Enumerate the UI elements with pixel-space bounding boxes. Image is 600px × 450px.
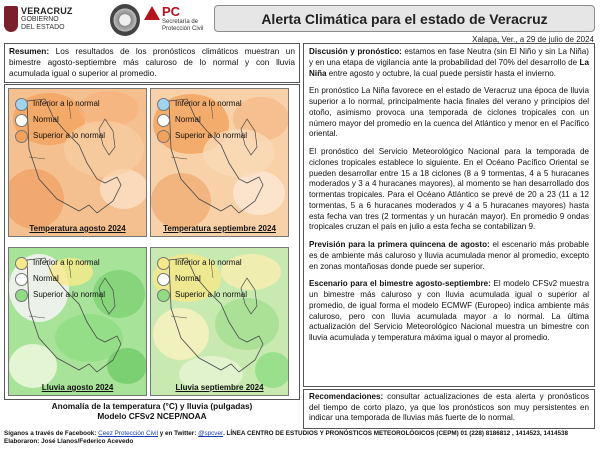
legend-label: Normal [175, 115, 201, 124]
legend-label: Superior a lo normal [175, 290, 248, 299]
legend-swatch [15, 114, 28, 127]
legend-label: Inferior a lo normal [33, 258, 100, 267]
recommendations-label: Recomendaciones: [309, 392, 384, 401]
legend-label: Normal [175, 274, 201, 283]
discussion-text-a: estamos en fase Neutra (sin El Niño y sin La Niña) y en una etapa de vigilancia ante la probabilidad del 70% del desarrollo de [309, 47, 589, 67]
maps-caption [4, 401, 300, 422]
recommendations-text: consultar actualizaciones de esta alerta y pronósticos del tiempo de corto plazo, ya que los pronósticos son muy persistentes en indicar una temporada de lluvias más fuerte de lo normal. [309, 392, 589, 423]
la-nina-text: La Niña [309, 57, 589, 78]
map-graphic [9, 89, 147, 237]
pc-line2: Protección Civil [162, 26, 204, 32]
veracruz-government-logo [4, 4, 73, 38]
map-lluvia-septiembre [150, 247, 289, 396]
legend-label: Inferior a lo normal [175, 258, 242, 267]
cyclones-paragraph: El pronóstico del Servicio Meteorológico Nacional para la temporada de ciclones tropicales establece lo siguiente. En el Océano Pacífico Oriental se pueden desarrollar entre 15 a 18 ciclones (8 a 9 tormentas, 4 a 5 huracanes moderados y 3 a 4 huracanes mayores), al momento se han desarrollado dos tormentas tropicales. Para el Océano Atlántico se prevé de 20 a 23 (11 a 12 tormentas, 5 a 6 huracanes moderados y 4 a 5 huracanes mayores) hasta esta fecha van tres (2 tormentas y un huracán mayor). En promedio 9 ondas tropicales cruzan el país en julio a esta fecha se contabilizan 9. [309, 147, 589, 232]
legend-swatch [157, 114, 170, 127]
quincena-label: Previsión para la primera quincena de agosto: [309, 240, 490, 249]
logo-state-sub1: GOBIERNO [21, 16, 59, 23]
pc-abbrev: PC [162, 4, 181, 19]
bimestre-text: El modelo CFSv2 muestra un bimestre más caluroso y con lluvia acumulada igual o superior al promedio, de igual forma el modelo ECMWF (Europeo) indica ambiente más caluroso, pero con lluvia acumulada mayor a lo normal. La última actualización del Servicio Meteorológico Nacional muestra un bimestre con lluvia acumulada y temperatura máxima igual o mayor al promedio. [309, 279, 589, 342]
legend-label: Superior a lo normal [33, 290, 106, 299]
legend-label: Superior a lo normal [33, 131, 106, 140]
legend-swatch [15, 289, 28, 302]
logo-state-name: VERACRUZ [21, 6, 73, 16]
summary-box [4, 43, 300, 83]
map-caption: Temperatura agosto 2024 [29, 224, 126, 233]
twitter-link[interactable]: @spcver [198, 430, 224, 437]
legend-swatch [15, 257, 28, 270]
discussion-paragraph [309, 47, 589, 79]
quincena-paragraph [309, 240, 589, 272]
state-seal-icon [110, 4, 140, 36]
logo-state-sub2: DEL ESTADO [21, 24, 65, 31]
bimestre-label: Escenario para el bimestre agosto-septiembre: [309, 279, 491, 289]
forecast-maps-panel [4, 84, 300, 400]
summary-label: Resumen: [9, 46, 50, 56]
footer-twitter-text: y en Twitter: [157, 430, 199, 437]
la-nina-paragraph: En pronóstico La Niña favorece en el estado de Veracruz una época de lluvia superior a lo normal, principalmente hacia finales del verano y principios del otoño, asimismo provoca una temporada de ciclones tropicales con un número mayor del promedio en la cuenca del Atlántico y menor en el Pacífico oriental. [309, 86, 589, 139]
summary-text: Los resultados de los pronósticos climáticos muestran un bimestre agosto-septiembre más caluroso de lo normal y con lluvia acumulada igual o superior al promedio. [9, 46, 295, 78]
discussion-panel [303, 43, 595, 387]
legend-swatch [157, 289, 170, 302]
page-title: Alerta Climática para el estado de Veracruz [261, 10, 548, 27]
pc-line1: Secretaría de [162, 19, 199, 25]
maps-caption-line2: Modelo CFSv2 NCEP/NOAA [97, 411, 207, 422]
quincena-text: el escenario más probable es de ambiente más caluroso y lluvia acumulada menor al promedio, excepto en zonas montañosas donde puede ser superior. [309, 240, 590, 271]
footer-line1 [4, 430, 596, 438]
header-logos [4, 4, 204, 38]
discussion-text-b: entre agosto y octubre, la cual puede persistir hasta el invierno. [326, 68, 557, 78]
legend-swatch [157, 257, 170, 270]
footer-line2 [4, 438, 596, 446]
legend-label: Superior a lo normal [175, 131, 248, 140]
legend-swatch [15, 273, 28, 286]
facebook-link[interactable]: Ceez Protección Civil [98, 430, 158, 437]
date-line: Xalapa, Ver., a 29 de julio de 2024 [472, 35, 594, 44]
map-caption: Temperatura septiembre 2024 [163, 224, 276, 233]
title-banner [214, 5, 595, 32]
footer-authors: José Llanos/Federico Acevedo [39, 438, 134, 446]
footer-follow-text: Síganos a través de Facebook: [4, 430, 99, 437]
map-graphic [151, 248, 289, 396]
map-caption: Lluvia septiembre 2024 [175, 383, 264, 392]
footer [4, 430, 596, 450]
map-temperatura-septiembre [150, 88, 289, 237]
proteccion-civil-logo [144, 4, 204, 38]
map-caption: Lluvia agosto 2024 [41, 383, 114, 392]
recommendations-box [303, 389, 595, 429]
footer-phone-text: . LÍNEA CENTRO DE ESTUDIOS Y PRONÓSTICOS METEOROLÓGICOS (CEPM) 01 (228) 8186812 , 1414523, 1414538 [223, 430, 568, 437]
map-temperatura-agosto [8, 88, 147, 237]
map-graphic [9, 248, 147, 396]
bimestre-paragraph [309, 279, 589, 344]
legend-swatch [15, 98, 28, 111]
legend-label: Inferior a lo normal [175, 99, 242, 108]
legend-swatch [157, 273, 170, 286]
map-lluvia-agosto [8, 247, 147, 396]
maps-caption-line1: Anomalía de la temperatura (°C) y lluvia (pulgadas) [51, 401, 253, 411]
legend-swatch [157, 130, 170, 143]
pc-triangle-icon [144, 6, 160, 20]
legend-label: Normal [33, 115, 59, 124]
discussion-label: Discusión y pronóstico: [309, 47, 402, 56]
legend-swatch [157, 98, 170, 111]
legend-label: Inferior a lo normal [33, 99, 100, 108]
legend-swatch [15, 130, 28, 143]
state-shield-icon [4, 6, 18, 32]
map-graphic [151, 89, 289, 237]
legend-label: Normal [33, 274, 59, 283]
footer-authors-label: Elaboraron: [4, 438, 40, 446]
